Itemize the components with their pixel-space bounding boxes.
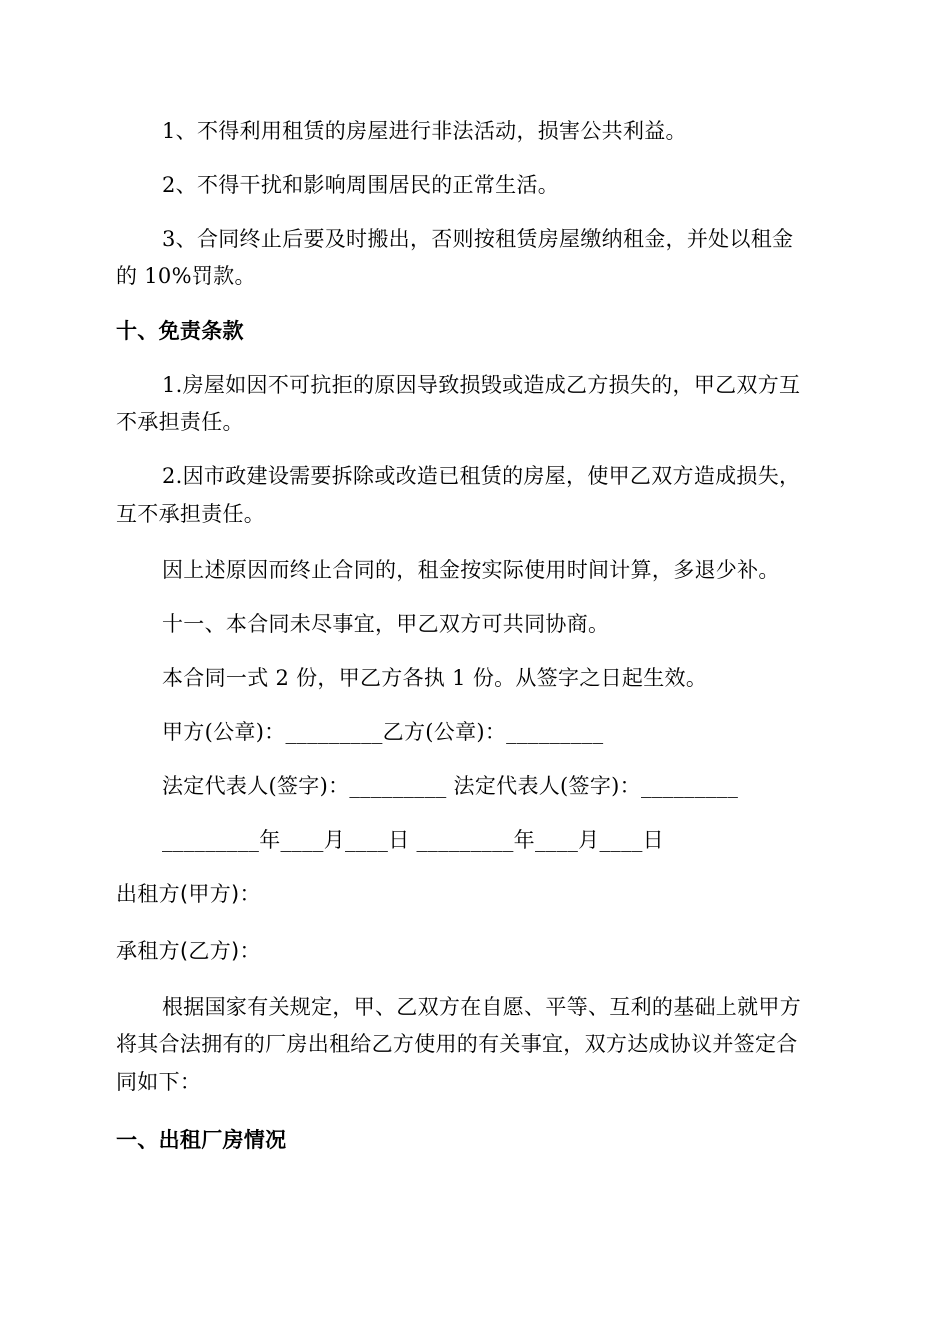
clause-9-item-3-line-1: 3、合同终止后要及时搬出，否则按租赁房屋缴纳租金，并处以租金 — [162, 227, 794, 251]
clause-10-item-2-line-2: 互不承担责任。 — [116, 502, 266, 526]
representative-signature-line: 法定代表人(签字)：_________ 法定代表人(签字)：_________ — [162, 774, 739, 798]
lessor-label: 出租方(甲方)： — [116, 882, 261, 906]
clause-9-item-1: 1、不得利用租赁的房屋进行非法活动，损害公共利益。 — [162, 119, 687, 143]
clause-10-item-1-line-1: 1.房屋如因不可抗拒的原因导致损毁或造成乙方损失的，甲乙双方互 — [162, 373, 801, 397]
seal-signature-line: 甲方(公章)：_________乙方(公章)：_________ — [162, 720, 604, 744]
clause-10-note: 因上述原因而终止合同的，租金按实际使用时间计算，多退少补。 — [162, 558, 780, 582]
intro-line-2: 将其合法拥有的厂房出租给乙方使用的有关事宜，双方达成协议并签定合 — [116, 1032, 798, 1056]
intro-line-1: 根据国家有关规定，甲、乙双方在自愿、平等、互利的基础上就甲方 — [162, 995, 801, 1019]
section-heading-10: 十、免责条款 — [116, 319, 244, 343]
clause-10-item-1-line-2: 不承担责任。 — [116, 410, 244, 434]
clause-11: 十一、本合同未尽事宜，甲乙双方可共同协商。 — [162, 612, 610, 636]
section-heading-1: 一、出租厂房情况 — [116, 1128, 287, 1152]
clause-9-item-2: 2、不得干扰和影响周围居民的正常生活。 — [162, 173, 560, 197]
lessee-label: 承租方(乙方)： — [116, 939, 261, 963]
copies-statement: 本合同一式 2 份，甲乙方各执 1 份。从签字之日起生效。 — [162, 666, 708, 690]
intro-line-3: 同如下： — [116, 1070, 202, 1094]
clause-10-item-2-line-1: 2.因市政建设需要拆除或改造已租赁的房屋，使甲乙双方造成损失， — [162, 464, 801, 488]
date-line: _________年____月____日 _________年____月____日 — [162, 828, 664, 852]
clause-9-item-3-line-2: 的 10%罚款。 — [116, 264, 256, 288]
